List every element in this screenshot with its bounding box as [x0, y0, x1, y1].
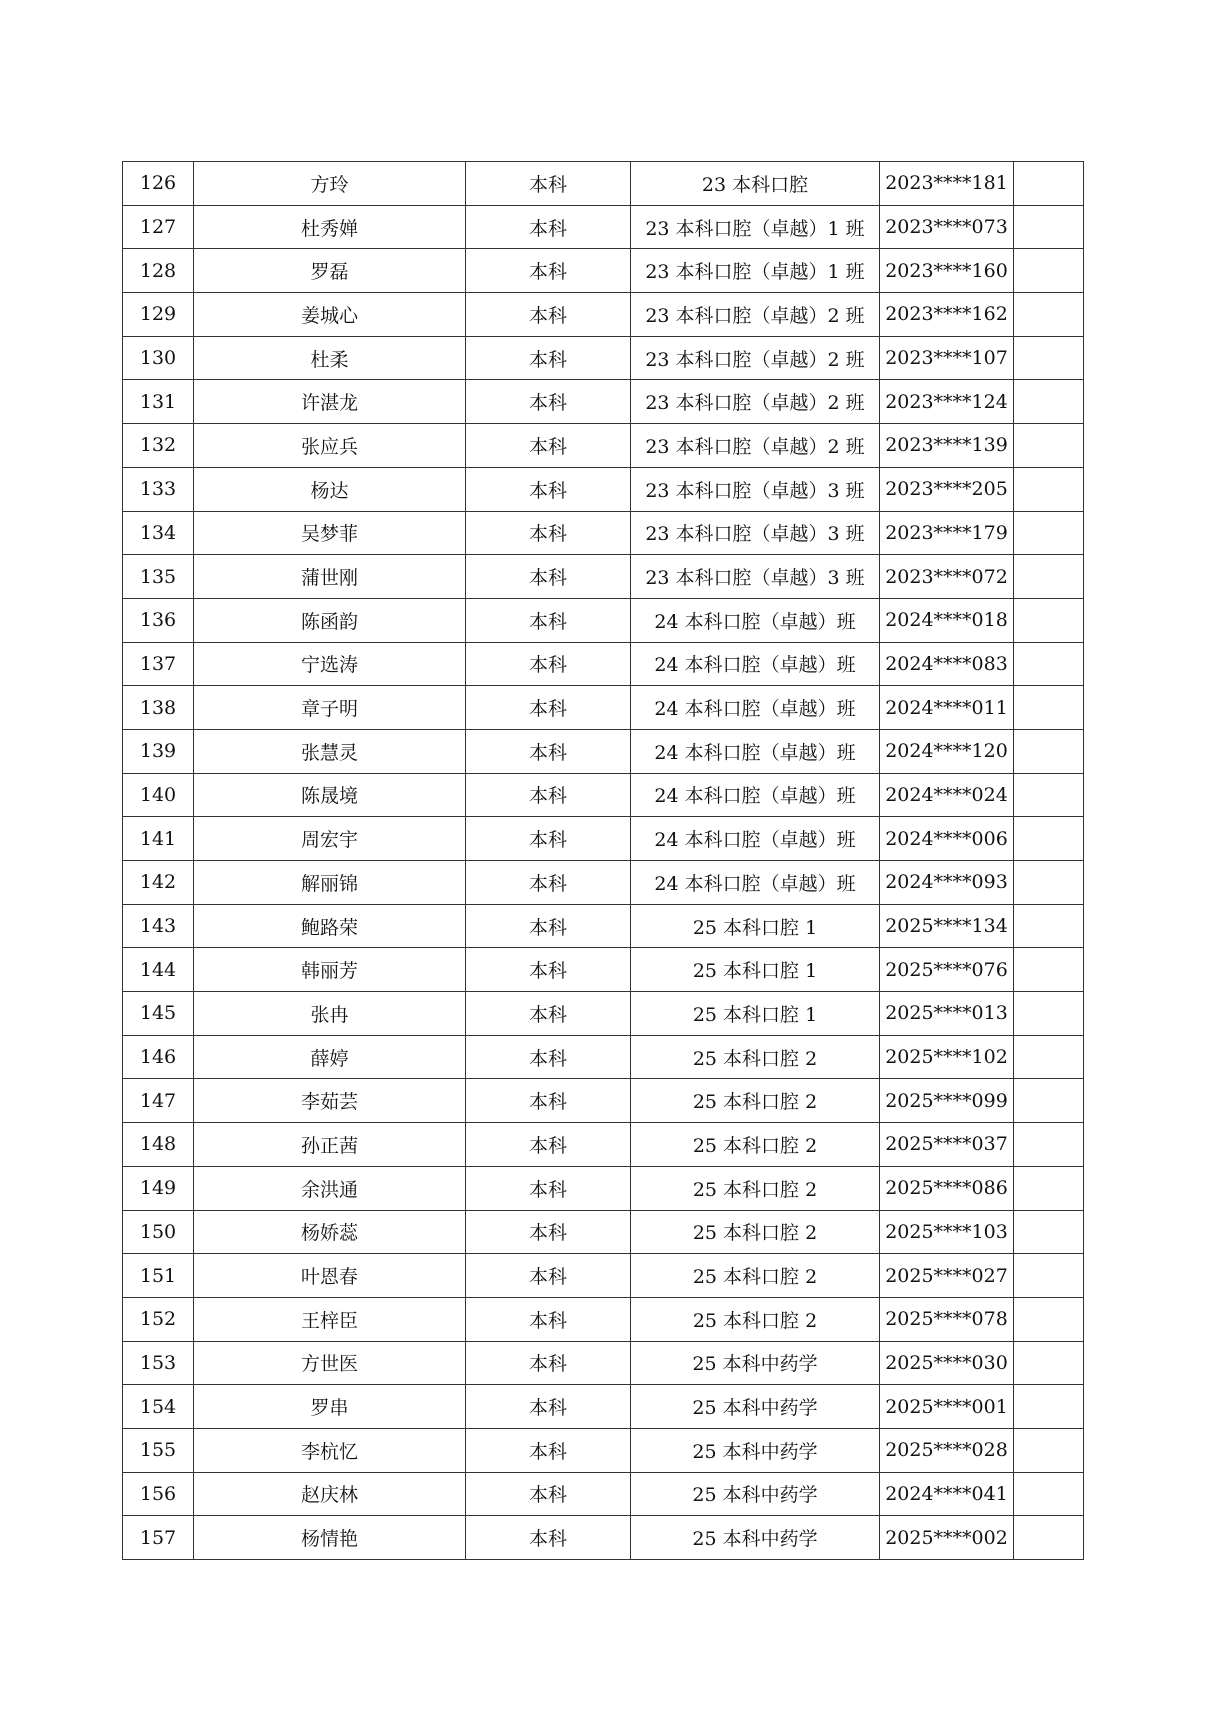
student-name-cell: 王梓臣 [194, 1297, 466, 1341]
remarks-cell [1014, 1472, 1084, 1516]
class-name-cell: 23 本科口腔（卓越）3 班 [631, 511, 880, 555]
student-id-cell: 2023****072 [880, 555, 1014, 599]
education-level-cell: 本科 [466, 642, 631, 686]
student-id-cell: 2025****028 [880, 1428, 1014, 1472]
remarks-cell [1014, 598, 1084, 642]
table-row [123, 555, 1084, 599]
student-name-cell: 周宏宇 [194, 817, 466, 861]
student-name-cell: 吴梦菲 [194, 511, 466, 555]
row-number-cell: 131 [123, 380, 194, 424]
table-row [123, 817, 1084, 861]
class-name-cell: 25 本科中药学 [631, 1341, 880, 1385]
education-level-cell: 本科 [466, 1079, 631, 1123]
class-name-cell: 25 本科口腔 2 [631, 1254, 880, 1298]
remarks-cell [1014, 467, 1084, 511]
table-row [123, 948, 1084, 992]
remarks-cell [1014, 249, 1084, 293]
remarks-cell [1014, 380, 1084, 424]
row-number-cell: 133 [123, 467, 194, 511]
table-row [123, 467, 1084, 511]
student-id-cell: 2025****102 [880, 1035, 1014, 1079]
student-id-cell: 2024****083 [880, 642, 1014, 686]
row-number-cell: 139 [123, 729, 194, 773]
row-number-cell: 127 [123, 205, 194, 249]
student-id-cell: 2023****181 [880, 162, 1014, 206]
education-level-cell: 本科 [466, 1035, 631, 1079]
row-number-cell: 142 [123, 861, 194, 905]
remarks-cell [1014, 861, 1084, 905]
class-name-cell: 24 本科口腔（卓越）班 [631, 861, 880, 905]
education-level-cell: 本科 [466, 511, 631, 555]
table-row [123, 1254, 1084, 1298]
education-level-cell: 本科 [466, 336, 631, 380]
row-number-cell: 155 [123, 1428, 194, 1472]
education-level-cell: 本科 [466, 992, 631, 1036]
remarks-cell [1014, 948, 1084, 992]
student-name-cell: 蒲世刚 [194, 555, 466, 599]
class-name-cell: 24 本科口腔（卓越）班 [631, 773, 880, 817]
table-row [123, 1516, 1084, 1560]
student-id-cell: 2024****006 [880, 817, 1014, 861]
class-name-cell: 25 本科口腔 2 [631, 1210, 880, 1254]
student-name-cell: 张应兵 [194, 424, 466, 468]
remarks-cell [1014, 1297, 1084, 1341]
table-row [123, 1210, 1084, 1254]
student-name-cell: 章子明 [194, 686, 466, 730]
class-name-cell: 25 本科口腔 2 [631, 1166, 880, 1210]
education-level-cell: 本科 [466, 555, 631, 599]
education-level-cell: 本科 [466, 467, 631, 511]
row-number-cell: 152 [123, 1297, 194, 1341]
remarks-cell [1014, 1428, 1084, 1472]
student-id-cell: 2023****205 [880, 467, 1014, 511]
class-name-cell: 25 本科口腔 2 [631, 1035, 880, 1079]
education-level-cell: 本科 [466, 686, 631, 730]
education-level-cell: 本科 [466, 773, 631, 817]
table-row [123, 1035, 1084, 1079]
remarks-cell [1014, 904, 1084, 948]
row-number-cell: 129 [123, 293, 194, 337]
table-row [123, 598, 1084, 642]
student-name-cell: 赵庆林 [194, 1472, 466, 1516]
student-id-cell: 2025****002 [880, 1516, 1014, 1560]
class-name-cell: 25 本科中药学 [631, 1516, 880, 1560]
row-number-cell: 130 [123, 336, 194, 380]
row-number-cell: 137 [123, 642, 194, 686]
education-level-cell: 本科 [466, 1472, 631, 1516]
remarks-cell [1014, 1210, 1084, 1254]
row-number-cell: 157 [123, 1516, 194, 1560]
row-number-cell: 144 [123, 948, 194, 992]
table-row [123, 293, 1084, 337]
student-id-cell: 2025****099 [880, 1079, 1014, 1123]
student-id-cell: 2025****027 [880, 1254, 1014, 1298]
education-level-cell: 本科 [466, 1385, 631, 1429]
education-level-cell: 本科 [466, 729, 631, 773]
education-level-cell: 本科 [466, 948, 631, 992]
remarks-cell [1014, 1254, 1084, 1298]
student-name-cell: 杜秀婵 [194, 205, 466, 249]
remarks-cell [1014, 1123, 1084, 1167]
education-level-cell: 本科 [466, 1210, 631, 1254]
remarks-cell [1014, 1341, 1084, 1385]
row-number-cell: 147 [123, 1079, 194, 1123]
student-id-cell: 2023****124 [880, 380, 1014, 424]
student-id-cell: 2025****001 [880, 1385, 1014, 1429]
remarks-cell [1014, 773, 1084, 817]
student-id-cell: 2024****024 [880, 773, 1014, 817]
class-name-cell: 25 本科中药学 [631, 1428, 880, 1472]
remarks-cell [1014, 729, 1084, 773]
table-row [123, 686, 1084, 730]
student-id-cell: 2024****018 [880, 598, 1014, 642]
class-name-cell: 23 本科口腔（卓越）2 班 [631, 380, 880, 424]
remarks-cell [1014, 817, 1084, 861]
remarks-cell [1014, 1035, 1084, 1079]
remarks-cell [1014, 511, 1084, 555]
row-number-cell: 153 [123, 1341, 194, 1385]
row-number-cell: 145 [123, 992, 194, 1036]
student-id-cell: 2023****139 [880, 424, 1014, 468]
table-row [123, 380, 1084, 424]
class-name-cell: 24 本科口腔（卓越）班 [631, 729, 880, 773]
student-name-cell: 陈函韵 [194, 598, 466, 642]
student-name-cell: 杨情艳 [194, 1516, 466, 1560]
student-name-cell: 罗磊 [194, 249, 466, 293]
class-name-cell: 23 本科口腔（卓越）1 班 [631, 249, 880, 293]
roster-body [123, 162, 1084, 1560]
student-id-cell: 2025****076 [880, 948, 1014, 992]
class-name-cell: 25 本科口腔 1 [631, 948, 880, 992]
student-id-cell: 2025****013 [880, 992, 1014, 1036]
student-id-cell: 2025****103 [880, 1210, 1014, 1254]
remarks-cell [1014, 686, 1084, 730]
row-number-cell: 128 [123, 249, 194, 293]
class-name-cell: 25 本科口腔 2 [631, 1123, 880, 1167]
remarks-cell [1014, 205, 1084, 249]
student-name-cell: 余洪通 [194, 1166, 466, 1210]
table-row [123, 424, 1084, 468]
education-level-cell: 本科 [466, 1123, 631, 1167]
class-name-cell: 25 本科口腔 2 [631, 1297, 880, 1341]
class-name-cell: 23 本科口腔（卓越）2 班 [631, 293, 880, 337]
class-name-cell: 24 本科口腔（卓越）班 [631, 817, 880, 861]
row-number-cell: 126 [123, 162, 194, 206]
class-name-cell: 24 本科口腔（卓越）班 [631, 598, 880, 642]
row-number-cell: 146 [123, 1035, 194, 1079]
student-name-cell: 许湛龙 [194, 380, 466, 424]
table-row [123, 1472, 1084, 1516]
student-name-cell: 薛婷 [194, 1035, 466, 1079]
class-name-cell: 23 本科口腔（卓越）3 班 [631, 467, 880, 511]
student-id-cell: 2025****078 [880, 1297, 1014, 1341]
remarks-cell [1014, 336, 1084, 380]
remarks-cell [1014, 293, 1084, 337]
table-row [123, 729, 1084, 773]
student-name-cell: 杜柔 [194, 336, 466, 380]
education-level-cell: 本科 [466, 380, 631, 424]
student-name-cell: 方世医 [194, 1341, 466, 1385]
row-number-cell: 141 [123, 817, 194, 861]
education-level-cell: 本科 [466, 598, 631, 642]
education-level-cell: 本科 [466, 1516, 631, 1560]
remarks-cell [1014, 424, 1084, 468]
student-name-cell: 李杭忆 [194, 1428, 466, 1472]
education-level-cell: 本科 [466, 1341, 631, 1385]
class-name-cell: 23 本科口腔（卓越）2 班 [631, 336, 880, 380]
student-name-cell: 张慧灵 [194, 729, 466, 773]
student-id-cell: 2023****073 [880, 205, 1014, 249]
student-name-cell: 宁选涛 [194, 642, 466, 686]
row-number-cell: 156 [123, 1472, 194, 1516]
education-level-cell: 本科 [466, 424, 631, 468]
table-row [123, 904, 1084, 948]
student-id-cell: 2025****134 [880, 904, 1014, 948]
table-row [123, 511, 1084, 555]
remarks-cell [1014, 1385, 1084, 1429]
class-name-cell: 23 本科口腔 [631, 162, 880, 206]
table-row [123, 336, 1084, 380]
education-level-cell: 本科 [466, 1254, 631, 1298]
table-row [123, 1079, 1084, 1123]
student-id-cell: 2024****093 [880, 861, 1014, 905]
row-number-cell: 149 [123, 1166, 194, 1210]
table-row [123, 773, 1084, 817]
student-id-cell: 2024****120 [880, 729, 1014, 773]
student-name-cell: 李茹芸 [194, 1079, 466, 1123]
row-number-cell: 136 [123, 598, 194, 642]
student-roster-table [122, 161, 1084, 1560]
student-name-cell: 张冉 [194, 992, 466, 1036]
class-name-cell: 25 本科中药学 [631, 1385, 880, 1429]
class-name-cell: 23 本科口腔（卓越）3 班 [631, 555, 880, 599]
education-level-cell: 本科 [466, 1428, 631, 1472]
student-id-cell: 2025****086 [880, 1166, 1014, 1210]
row-number-cell: 140 [123, 773, 194, 817]
class-name-cell: 25 本科口腔 1 [631, 904, 880, 948]
student-name-cell: 孙正茜 [194, 1123, 466, 1167]
table-row [123, 1428, 1084, 1472]
class-name-cell: 25 本科口腔 2 [631, 1079, 880, 1123]
table-row [123, 1297, 1084, 1341]
class-name-cell: 23 本科口腔（卓越）1 班 [631, 205, 880, 249]
row-number-cell: 150 [123, 1210, 194, 1254]
student-id-cell: 2023****107 [880, 336, 1014, 380]
student-id-cell: 2023****179 [880, 511, 1014, 555]
student-name-cell: 方玲 [194, 162, 466, 206]
student-name-cell: 陈晟境 [194, 773, 466, 817]
table-row [123, 162, 1084, 206]
student-name-cell: 叶恩春 [194, 1254, 466, 1298]
education-level-cell: 本科 [466, 1297, 631, 1341]
student-name-cell: 杨娇蕊 [194, 1210, 466, 1254]
row-number-cell: 148 [123, 1123, 194, 1167]
table-row [123, 861, 1084, 905]
student-id-cell: 2024****041 [880, 1472, 1014, 1516]
table-row [123, 1341, 1084, 1385]
remarks-cell [1014, 1079, 1084, 1123]
remarks-cell [1014, 992, 1084, 1036]
student-id-cell: 2023****162 [880, 293, 1014, 337]
row-number-cell: 134 [123, 511, 194, 555]
class-name-cell: 23 本科口腔（卓越）2 班 [631, 424, 880, 468]
student-name-cell: 姜城心 [194, 293, 466, 337]
class-name-cell: 24 本科口腔（卓越）班 [631, 686, 880, 730]
table-row [123, 1166, 1084, 1210]
table-row [123, 249, 1084, 293]
remarks-cell [1014, 555, 1084, 599]
student-name-cell: 杨达 [194, 467, 466, 511]
remarks-cell [1014, 642, 1084, 686]
student-id-cell: 2025****030 [880, 1341, 1014, 1385]
remarks-cell [1014, 1516, 1084, 1560]
education-level-cell: 本科 [466, 205, 631, 249]
education-level-cell: 本科 [466, 249, 631, 293]
education-level-cell: 本科 [466, 293, 631, 337]
student-name-cell: 鲍路荣 [194, 904, 466, 948]
education-level-cell: 本科 [466, 861, 631, 905]
remarks-cell [1014, 1166, 1084, 1210]
row-number-cell: 138 [123, 686, 194, 730]
row-number-cell: 151 [123, 1254, 194, 1298]
row-number-cell: 135 [123, 555, 194, 599]
class-name-cell: 24 本科口腔（卓越）班 [631, 642, 880, 686]
class-name-cell: 25 本科口腔 1 [631, 992, 880, 1036]
remarks-cell [1014, 162, 1084, 206]
student-id-cell: 2023****160 [880, 249, 1014, 293]
row-number-cell: 143 [123, 904, 194, 948]
table-row [123, 205, 1084, 249]
table-row [123, 642, 1084, 686]
student-name-cell: 罗串 [194, 1385, 466, 1429]
table-row [123, 1385, 1084, 1429]
row-number-cell: 132 [123, 424, 194, 468]
table-row [123, 992, 1084, 1036]
student-id-cell: 2025****037 [880, 1123, 1014, 1167]
education-level-cell: 本科 [466, 817, 631, 861]
student-name-cell: 解丽锦 [194, 861, 466, 905]
row-number-cell: 154 [123, 1385, 194, 1429]
education-level-cell: 本科 [466, 162, 631, 206]
education-level-cell: 本科 [466, 1166, 631, 1210]
student-id-cell: 2024****011 [880, 686, 1014, 730]
class-name-cell: 25 本科中药学 [631, 1472, 880, 1516]
student-name-cell: 韩丽芳 [194, 948, 466, 992]
education-level-cell: 本科 [466, 904, 631, 948]
table-row [123, 1123, 1084, 1167]
